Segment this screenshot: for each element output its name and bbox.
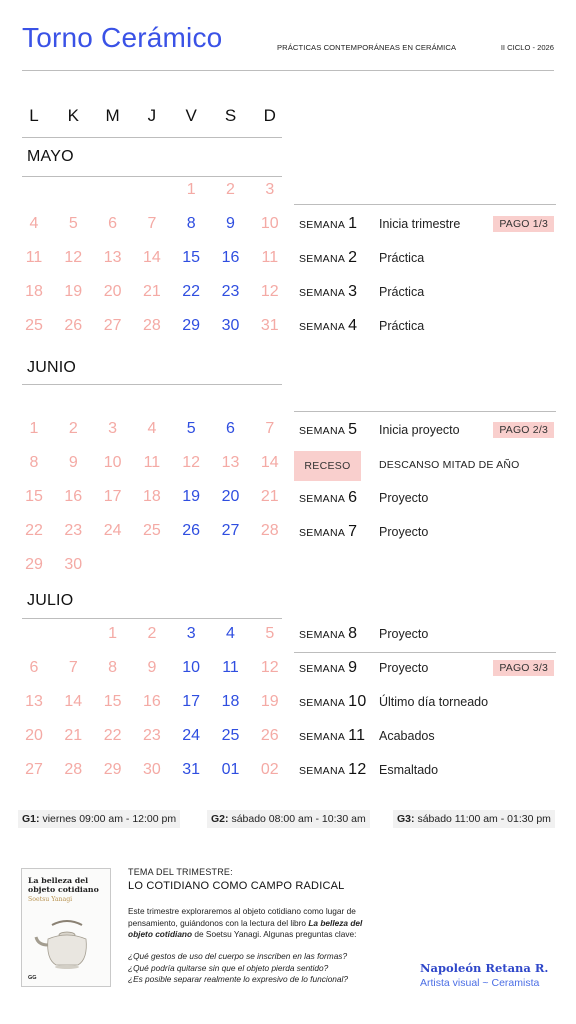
recess-row — [294, 451, 556, 481]
calendar-day: 15 — [103, 693, 122, 710]
weekday-thu: J — [147, 106, 157, 125]
week-activity: Inicia proyecto — [379, 423, 460, 437]
calendar-day: 16 — [142, 693, 161, 710]
calendar-day: 17 — [103, 488, 122, 505]
calendar-day: 10 — [182, 659, 201, 676]
calendar-day: 19 — [182, 488, 201, 505]
calendar-day: 4 — [29, 215, 39, 232]
calendar-day: 22 — [182, 283, 201, 300]
calendar-day: 18 — [221, 693, 240, 710]
week-activity: Proyecto — [379, 491, 429, 505]
calendar-day: 15 — [182, 249, 201, 266]
calendar-day: 6 — [108, 215, 118, 232]
month-divider-june — [22, 384, 282, 385]
course-subtitle: PRÁCTICAS CONTEMPORÁNEAS EN CERÁMICA — [277, 43, 457, 52]
calendar-day: 13 — [221, 454, 240, 471]
week-number: SEMANA 7 — [299, 523, 358, 540]
calendar-day: 30 — [142, 761, 161, 778]
calendar-day: 28 — [64, 761, 83, 778]
calendar-day: 3 — [265, 181, 275, 198]
calendar-day: 13 — [25, 693, 43, 710]
schedule-row — [294, 689, 556, 719]
author-role: Artista visual ~ Ceramista — [420, 977, 540, 989]
theme-title: LO COTIDIANO COMO CAMPO RADICAL — [128, 880, 345, 892]
calendar-day: 27 — [103, 317, 122, 334]
calendar-day: 29 — [182, 317, 201, 334]
calendar-day: 26 — [182, 522, 201, 539]
week-number: SEMANA 1 — [299, 215, 358, 232]
group-time: viernes 09:00 am - 12:00 pm — [42, 813, 177, 825]
week-activity: Proyecto — [379, 627, 429, 641]
calendar-day: 24 — [182, 727, 201, 744]
calendar-day: 21 — [260, 488, 279, 505]
calendar-day: 16 — [64, 488, 83, 505]
week-activity: Inicia trimestre — [379, 217, 461, 231]
calendar-day: 22 — [103, 727, 122, 744]
header-divider — [22, 70, 554, 71]
calendar-day: 29 — [25, 556, 43, 573]
calendar-day: 25 — [142, 522, 161, 539]
weekday-fri: V — [185, 106, 197, 125]
calendar-day: 20 — [25, 727, 43, 744]
calendar-day: 26 — [64, 317, 83, 334]
calendar-day: 27 — [221, 522, 240, 539]
calendar-day: 12 — [260, 659, 279, 676]
calendar-day: 31 — [260, 317, 279, 334]
calendar-day: 21 — [142, 283, 161, 300]
week-number: SEMANA 4 — [299, 317, 358, 334]
group-time: sábado 11:00 am - 01:30 pm — [417, 813, 551, 825]
month-divider-july — [22, 618, 282, 619]
group-2-schedule — [207, 810, 370, 828]
calendar-day: 12 — [64, 249, 83, 266]
week-number: SEMANA 5 — [299, 421, 358, 438]
book-publisher: GG — [28, 975, 37, 981]
week-number: SEMANA 11 — [299, 727, 366, 744]
schedule-row — [294, 757, 556, 787]
calendar-day: 19 — [260, 693, 279, 710]
book-reference: La belleza del objeto cotidiano — [128, 917, 363, 939]
calendar-day: 11 — [222, 659, 239, 676]
calendar-day: 5 — [265, 625, 275, 642]
month-label-may: MAYO — [27, 148, 74, 165]
calendar-day: 25 — [221, 727, 240, 744]
schedule-row — [294, 621, 556, 651]
calendar-day: 30 — [221, 317, 240, 334]
cycle-label: II CICLO - 2026 — [500, 43, 554, 52]
calendar-day: 27 — [25, 761, 43, 778]
calendar-day: 1 — [108, 625, 118, 642]
calendar-day: 6 — [226, 420, 235, 437]
calendar-day: 18 — [25, 283, 43, 300]
question: ¿Qué gestos de uso del cuerpo se inscriben en las formas? — [128, 951, 348, 961]
question: ¿Es posible separar realmente lo expresivo de lo funcional? — [128, 974, 348, 984]
book-title: La belleza del objeto cotidiano — [28, 876, 99, 894]
calendar-day: 11 — [261, 249, 279, 266]
weekday-divider — [22, 137, 282, 138]
theme-description: Este trimestre exploraremos al objeto cotidiano como lugar de pensamiento, guiándonos con la lectura del libro La belleza del objeto cotidiano de Soetsu Yanagi. Algunas preguntas clave: — [128, 906, 363, 939]
schedule-row — [294, 279, 556, 309]
calendar-day: 15 — [25, 488, 43, 505]
theme-label: TEMA DEL TRIMESTRE: — [128, 867, 233, 877]
calendar-day: 8 — [186, 215, 196, 232]
key-questions — [128, 951, 388, 986]
calendar-day: 7 — [68, 659, 78, 676]
group-1-schedule — [18, 810, 180, 828]
calendar-day: 13 — [103, 249, 122, 266]
calendar-day: 11 — [143, 454, 161, 471]
week-activity: Proyecto — [379, 525, 429, 539]
calendar-day: 12 — [260, 283, 279, 300]
calendar-day: 28 — [260, 522, 279, 539]
schedule-row — [294, 211, 556, 241]
calendar-day: 9 — [147, 659, 157, 676]
weekday-sun: D — [263, 106, 276, 125]
calendar-day: 20 — [221, 488, 240, 505]
calendar-day: 19 — [64, 283, 83, 300]
calendar-day: 23 — [221, 283, 240, 300]
calendar-day: 21 — [64, 727, 83, 744]
calendar-day: 28 — [142, 317, 161, 334]
calendar-day: 4 — [147, 420, 157, 437]
schedule-divider — [294, 652, 556, 653]
calendar-day: 14 — [142, 249, 161, 266]
calendar-day: 7 — [147, 215, 157, 232]
month-label-june: JUNIO — [27, 359, 76, 376]
calendar-day: 31 — [182, 761, 201, 778]
week-number: SEMANA 6 — [299, 489, 358, 506]
week-number: SEMANA 2 — [299, 249, 358, 266]
calendar-day: 8 — [108, 659, 118, 676]
calendar-day: 1 — [29, 420, 39, 437]
payment-badge: PAGO 1/3 — [493, 216, 554, 232]
calendar-day: 10 — [260, 215, 279, 232]
calendar-day: 5 — [186, 420, 196, 437]
calendar-day: 26 — [260, 727, 279, 744]
week-activity: Proyecto — [379, 661, 429, 675]
week-activity: Acabados — [379, 729, 435, 743]
schedule-row — [294, 417, 556, 447]
weekday-sat: S — [224, 106, 237, 125]
calendar-day: 12 — [182, 454, 201, 471]
calendar-day: 1 — [186, 181, 196, 198]
schedule-row — [294, 245, 556, 275]
group-label: G1: — [22, 813, 40, 825]
week-activity: Práctica — [379, 285, 425, 299]
calendar-day: 22 — [25, 522, 43, 539]
calendar-day: 02 — [260, 761, 279, 778]
calendar-day: 25 — [25, 317, 43, 334]
week-number: SEMANA 12 — [299, 761, 367, 778]
calendar-day: 23 — [142, 727, 161, 744]
weekday-header — [14, 106, 284, 130]
weekday-tue: K — [67, 106, 79, 125]
calendar-day: 3 — [186, 625, 196, 642]
recess-text: DESCANSO MITAD DE AÑO — [379, 459, 520, 471]
calendar-day: 14 — [64, 693, 83, 710]
week-number: SEMANA 9 — [299, 659, 358, 676]
calendar-day: 6 — [29, 659, 39, 676]
group-label: G2: — [211, 813, 229, 825]
calendar-day: 01 — [221, 761, 240, 778]
calendar-day: 20 — [103, 283, 122, 300]
calendar-day: 11 — [25, 249, 43, 266]
calendar-day: 24 — [103, 522, 122, 539]
payment-badge: PAGO 2/3 — [493, 422, 554, 438]
week-number: SEMANA 3 — [299, 283, 358, 300]
book-cover — [21, 868, 111, 987]
schedule-divider — [294, 411, 556, 412]
schedule-row — [294, 313, 556, 343]
calendar-day: 17 — [182, 693, 201, 710]
calendar-day: 3 — [108, 420, 118, 437]
week-activity: Último día torneado — [379, 695, 489, 709]
week-activity: Práctica — [379, 251, 425, 265]
weekday-wed: M — [105, 106, 120, 125]
weekday-mon: L — [29, 106, 39, 125]
calendar-day: 9 — [226, 215, 235, 232]
schedule-row — [294, 519, 556, 549]
calendar-day: 30 — [64, 556, 83, 573]
group-time: sábado 08:00 am - 10:30 am — [231, 813, 366, 825]
calendar-day: 4 — [226, 625, 235, 642]
calendar-day: 7 — [265, 420, 275, 437]
group-label: G3: — [397, 813, 415, 825]
payment-badge: PAGO 3/3 — [493, 660, 554, 676]
book-author: Soetsu Yanagi — [28, 896, 73, 903]
calendar-day: 29 — [103, 761, 122, 778]
schedule-row — [294, 485, 556, 515]
calendar-day: 2 — [226, 181, 235, 198]
month-divider-may — [22, 176, 282, 177]
week-number: SEMANA 8 — [299, 625, 358, 642]
week-activity: Práctica — [379, 319, 425, 333]
calendar-day: 23 — [64, 522, 83, 539]
schedule-row — [294, 655, 556, 685]
teapot-illustration — [34, 911, 100, 973]
calendar-day: 8 — [29, 454, 39, 471]
question: ¿Qué podría quitarse sin que el objeto pierda sentido? — [128, 962, 329, 973]
page-title: Torno Cerámico — [22, 22, 223, 53]
calendar-day: 2 — [68, 420, 78, 437]
recess-badge: RECESO — [294, 451, 361, 481]
calendar-day: 9 — [68, 454, 78, 471]
schedule-divider — [294, 204, 556, 205]
author-name: Napoleón Retana R. — [420, 961, 549, 975]
month-label-july: JULIO — [27, 592, 74, 609]
calendar-day: 14 — [260, 454, 279, 471]
group-3-schedule — [393, 810, 555, 828]
calendar-day: 18 — [142, 488, 161, 505]
calendar-day: 5 — [68, 215, 78, 232]
schedule-row — [294, 723, 556, 753]
week-activity: Esmaltado — [379, 763, 439, 777]
week-number: SEMANA 10 — [299, 693, 367, 710]
calendar-day: 10 — [103, 454, 122, 471]
calendar-day: 2 — [147, 625, 157, 642]
calendar-day: 16 — [221, 249, 240, 266]
